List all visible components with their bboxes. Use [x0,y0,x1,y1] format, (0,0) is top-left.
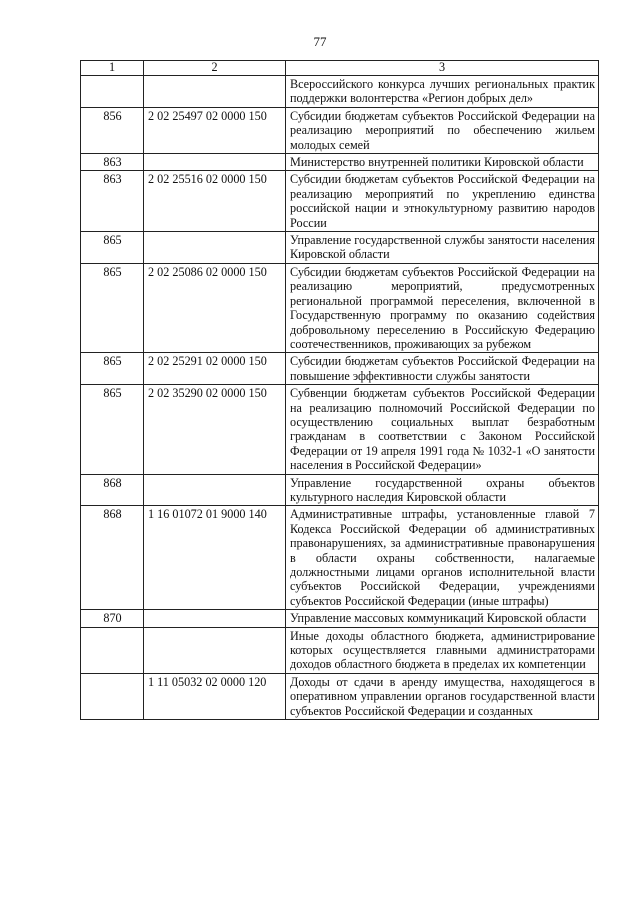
table-row [81,610,599,627]
table-row [81,107,599,153]
description-cell: Министерство внутренней политики Кировской области [286,154,599,171]
administrator-code-cell: 863 [81,171,144,232]
description-cell: Субсидии бюджетам субъектов Российской Федерации на реализацию мероприятий по укреплению единства российской нации и этнокультурному развитию народов России [286,171,599,232]
administrator-code-cell: 865 [81,263,144,352]
administrator-code-cell [81,673,144,719]
revenue-code-cell [144,76,286,108]
administrator-code-cell: 856 [81,107,144,153]
revenue-code-cell [144,627,286,673]
table-row [81,171,599,232]
table-row [81,154,599,171]
table-row [81,385,599,474]
description-cell: Управление государственной охраны объектов культурного наследия Кировской области [286,474,599,506]
revenue-code-cell: 2 02 25291 02 0000 150 [144,353,286,385]
administrator-code-cell: 868 [81,474,144,506]
column-header-3: 3 [286,61,599,76]
revenue-code-cell [144,232,286,264]
administrator-code-cell: 865 [81,232,144,264]
revenue-code-cell [144,154,286,171]
table-row [81,474,599,506]
revenue-code-cell [144,610,286,627]
revenue-code-cell: 1 11 05032 02 0000 120 [144,673,286,719]
table-row [81,263,599,352]
revenue-code-cell: 2 02 25086 02 0000 150 [144,263,286,352]
description-cell: Административные штрафы, установленные главой 7 Кодекса Российской Федерации об административных правонарушениях, за административные правонарушения в области охраны собственности, налагаемые должностными лицами органов исполнительной власти субъектов Российской Федерации, учреждениями субъектов Российской Федерации (иные штрафы) [286,506,599,610]
revenue-code-cell: 2 02 25497 02 0000 150 [144,107,286,153]
description-cell: Субвенции бюджетам субъектов Российской Федерации на реализацию полномочий Российской Федерации по осуществлению социальных выплат безработным гражданам в соответствии с Законом Российской Федерации от 19 апреля 1991 года № 1032-1 «О занятости населения в Российской Федерации» [286,385,599,474]
column-header-2: 2 [144,61,286,76]
description-cell: Управление массовых коммуникаций Кировской области [286,610,599,627]
table-row [81,353,599,385]
table-header-row [81,61,599,76]
description-cell: Иные доходы областного бюджета, администрирование которых осуществляется главными администраторами доходов областного бюджета в пределах их компетенции [286,627,599,673]
revenue-code-cell: 2 02 25516 02 0000 150 [144,171,286,232]
administrator-code-cell [81,76,144,108]
table-row [81,627,599,673]
description-cell: Субсидии бюджетам субъектов Российской Федерации на реализацию мероприятий, предусмотренных региональной программой переселения, включенной в Государственную программу по оказанию содействия добровольному переселению в Российскую Федерацию соотечественников, проживающих за рубежом [286,263,599,352]
revenue-code-cell: 2 02 35290 02 0000 150 [144,385,286,474]
table-row [81,76,599,108]
description-cell: Доходы от сдачи в аренду имущества, находящегося в оперативном управлении органов государственной власти субъектов Российской Федерации и созданных [286,673,599,719]
administrator-code-cell: 870 [81,610,144,627]
description-cell: Всероссийского конкурса лучших региональных практик поддержки волонтерства «Регион добрых дел» [286,76,599,108]
administrator-code-cell: 865 [81,385,144,474]
administrator-code-cell: 863 [81,154,144,171]
page-number: 77 [313,34,327,49]
administrator-code-cell: 868 [81,506,144,610]
description-cell: Субсидии бюджетам субъектов Российской Федерации на повышение эффективности службы занятости [286,353,599,385]
revenue-code-cell [144,474,286,506]
revenue-code-cell: 1 16 01072 01 9000 140 [144,506,286,610]
column-header-1: 1 [81,61,144,76]
description-cell: Субсидии бюджетам субъектов Российской Федерации на реализацию мероприятий по обеспечению жильем молодых семей [286,107,599,153]
table-row [81,673,599,719]
revenue-administrators-table [80,60,599,720]
table-row [81,232,599,264]
administrator-code-cell: 865 [81,353,144,385]
table-row [81,506,599,610]
description-cell: Управление государственной службы занятости населения Кировской области [286,232,599,264]
administrator-code-cell [81,627,144,673]
